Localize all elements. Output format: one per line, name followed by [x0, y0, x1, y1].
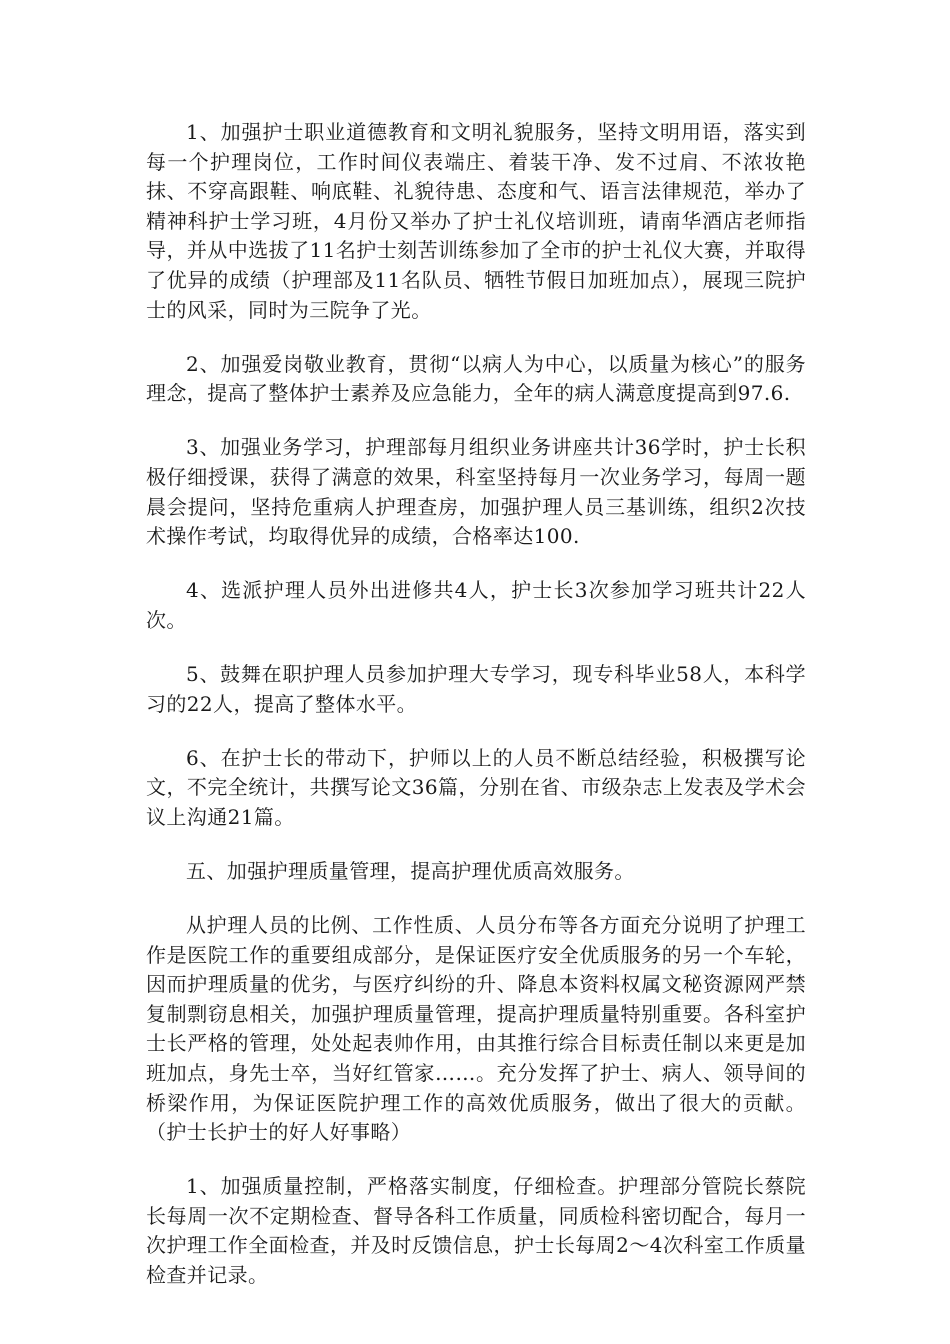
paragraph-quality-importance: 从护理人员的比例、工作性质、人员分布等各方面充分说明了护理工作是医院工作的重要组成部分，是保证医疗安全优质服务的另一个车轮，因而护理质量的优劣，与医疗纠纷的升、降息本资料权属文秘资源网严禁复制剽窃息相关，加强护理质量管理，提高护理质量特别重要。各科室护士长严格的管理，处处起表帅作用，由其推行综合目标责任制以来更是加班加点，身先士卒，当好红管家……。充分发挥了护士、病人、领导间的桥梁作用，为保证医院护理工作的高效优质服务，做出了很大的贡献。（护士长护士的好人好事略）	[146, 912, 806, 1145]
paragraph-college-study: 5、鼓舞在职护理人员参加护理大专学习，现专科毕业58人，本科学习的22人，提高了整体水平。	[146, 661, 806, 716]
section-heading-quality-management: 五、加强护理质量管理，提高护理优质高效服务。	[186, 858, 635, 883]
paragraph-dedication-education: 2、加强爱岗敬业教育，贯彻“以病人为中心，以质量为核心”的服务理念，提高了整体护士素养及应急能力，全年的病人满意度提高到97.6.	[146, 351, 806, 406]
paragraph-external-training: 4、选派护理人员外出进修共4人，护士长3次参加学习班共计22人次。	[146, 578, 806, 632]
paragraph-quality-control: 1、加强质量控制，严格落实制度，仔细检查。护理部分管院长蔡院长每周一次不定期检查、督导各科工作质量，同质检科密切配合，每月一次护理工作全面检查，并及时反馈信息，护士长每周2～4次科室工作质量检查并记录。	[146, 1174, 806, 1287]
paragraph-professional-study: 3、加强业务学习，护理部每月组织业务讲座共计36学时，护士长积极仔细授课，获得了满意的效果，科室坚持每月一次业务学习，每周一题晨会提问，坚持危重病人护理查房，加强护理人员三基训练，组织2次技术操作考试，均取得优异的成绩，合格率达100.	[146, 435, 806, 549]
paragraph-ethics-education: 1、加强护士职业道德教育和文明礼貌服务，坚持文明用语，落实到每一个护理岗位，工作时间仪表端庄、着装干净、发不过肩、不浓妆艳抹、不穿高跟鞋、响底鞋、礼貌待患、态度和气、语言法律规范，举办了精神科护士学习班，4月份又举办了护士礼仪培训班，请南华酒店老师指导，并从中选拔了11名护士刻苦训练参加了全市的护士礼仪大赛，并取得了优异的成绩（护理部及11名队员、牺牲节假日加班加点），展现三院护士的风采，同时为三院争了光。	[146, 120, 806, 322]
document-body	[146, 118, 806, 1315]
paragraph-paper-writing: 6、在护士长的带动下，护师以上的人员不断总结经验，积极撰写论文，不完全统计，共撰写论文36篇，分别在省、市级杂志上发表及学术会议上沟通21篇。	[146, 745, 806, 829]
